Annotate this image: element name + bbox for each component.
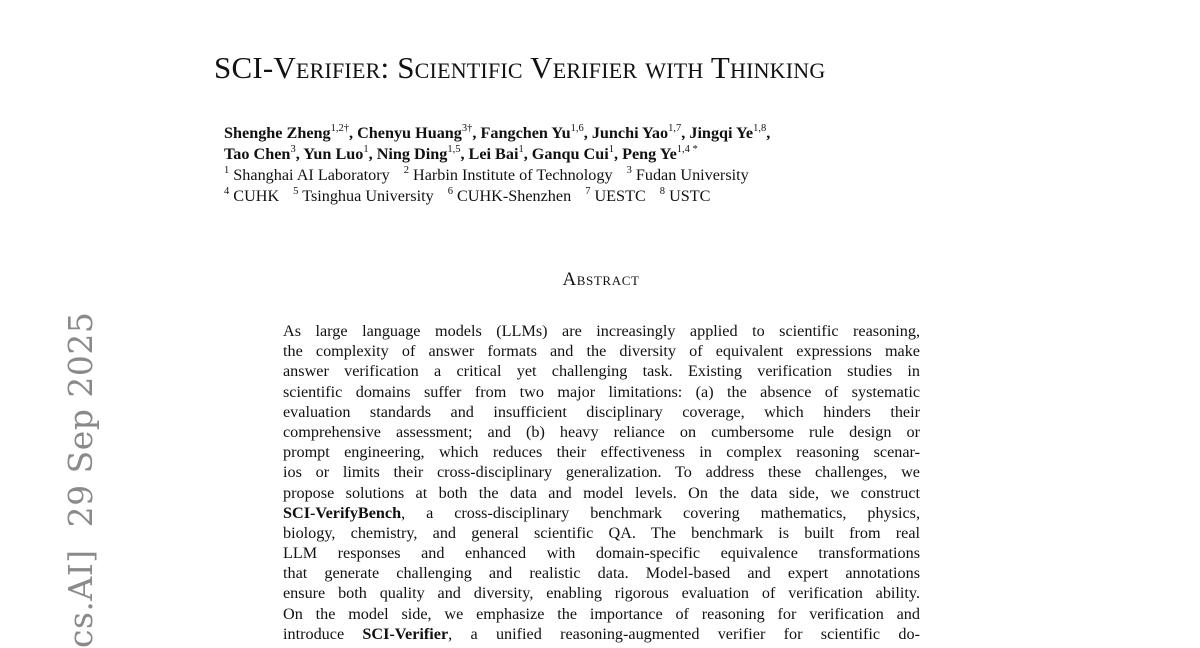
abstract-line bbox=[283, 503, 920, 523]
abstract-text: introduce bbox=[283, 624, 363, 643]
abstract-line: evaluation standards and insufficient disciplinary coverage, which hinders their bbox=[283, 402, 920, 421]
affiliations-line-1 bbox=[224, 165, 944, 186]
abstract-text: , a cross-disciplinary benchmark covering mathematics, physics, bbox=[401, 503, 920, 522]
separator: , bbox=[460, 145, 469, 163]
abstract-line: comprehensive assessment; and (b) heavy reliance on cumbersome rule design or bbox=[283, 422, 920, 441]
affiliation bbox=[660, 187, 711, 205]
author-affiliation-mark: 1 bbox=[363, 143, 369, 155]
affiliation-name: Shanghai AI Laboratory bbox=[233, 166, 390, 184]
arxiv-date: 29 Sep 2025 bbox=[61, 311, 100, 528]
separator: , bbox=[681, 124, 690, 142]
author-affiliation-mark: 1,6 bbox=[570, 122, 584, 134]
author-name: Fangchen Yu bbox=[480, 124, 571, 142]
authors-line-1 bbox=[224, 123, 944, 144]
author-name: Shenghe Zheng bbox=[224, 124, 331, 142]
abstract-line: the complexity of answer formats and the diversity of equivalent expressions make bbox=[283, 342, 920, 361]
author-name: Chenyu Huang bbox=[357, 124, 462, 142]
affiliation bbox=[293, 187, 434, 205]
separator: , bbox=[583, 124, 592, 142]
abstract-line: biology, chemistry, and general scientific QA. The benchmark is built from real bbox=[283, 523, 920, 542]
abstract-line: ensure both quality and diversity, enabling rigorous evaluation of verification ability. bbox=[283, 584, 920, 603]
abstract-line: As large language models (LLMs) are increasingly applied to scientific reasoning, bbox=[283, 322, 920, 340]
affiliation-number: 6 bbox=[447, 185, 453, 197]
author-name: Peng Ye bbox=[622, 145, 677, 163]
author-name: Lei Bai bbox=[468, 145, 519, 163]
affiliation bbox=[224, 187, 279, 205]
authors-line-2 bbox=[224, 144, 944, 165]
separator: , bbox=[766, 124, 771, 142]
affiliation-name: CUHK-Shenzhen bbox=[456, 187, 572, 205]
paper-title: SCI-Verifier: Scientific Verifier with Thinking bbox=[214, 50, 826, 85]
arxiv-side-stamp bbox=[61, 311, 100, 648]
abstract-line: ios or limits their cross-disciplinary generalization. To address these challenges, we bbox=[283, 463, 920, 482]
author-affiliation-mark: 3† bbox=[461, 122, 473, 134]
abstract-text: , a unified reasoning-augmented verifier for scientific do- bbox=[448, 624, 920, 643]
abstract-body bbox=[283, 321, 920, 644]
affiliation-name: USTC bbox=[669, 187, 711, 205]
author-affiliation-mark: 1 bbox=[518, 143, 524, 155]
affiliation bbox=[448, 187, 572, 205]
affiliation bbox=[585, 187, 646, 205]
author-name: Jingqi Ye bbox=[689, 124, 754, 142]
author-affiliation-mark: 1,5 bbox=[447, 143, 461, 155]
author-block bbox=[224, 123, 944, 207]
affiliation-number: 2 bbox=[403, 164, 409, 176]
affiliation-name: Fudan University bbox=[635, 166, 749, 184]
abstract-line: propose solutions at both the data and model levels. On the data side, we construct bbox=[283, 483, 920, 502]
affiliation bbox=[404, 166, 613, 184]
model-name: SCI-Verifier bbox=[362, 624, 449, 643]
affiliations-line-2 bbox=[224, 186, 944, 207]
abstract-line: scientific domains suffer from two major limitations: (a) the absence of systematic bbox=[283, 382, 920, 401]
author-affiliation-mark: 1,8 bbox=[753, 122, 767, 134]
author-name: Junchi Yao bbox=[591, 124, 669, 142]
separator: , bbox=[295, 145, 304, 163]
benchmark-name: SCI-VerifyBench bbox=[283, 503, 402, 522]
affiliation-number: 7 bbox=[585, 185, 591, 197]
separator: , bbox=[613, 145, 623, 163]
separator: , bbox=[472, 124, 481, 142]
abstract-line: prompt engineering, which reduces their effectiveness in complex reasoning scenar- bbox=[283, 443, 920, 462]
author-affiliation-mark: 3 bbox=[290, 143, 296, 155]
author-name: Tao Chen bbox=[224, 145, 291, 163]
author-affiliation-mark: 1,4 * bbox=[676, 143, 698, 155]
author-affiliation-mark: 1,2† bbox=[330, 122, 349, 134]
affiliation bbox=[627, 166, 749, 184]
abstract-line: LLM responses and enhanced with domain-specific equivalence transformations bbox=[283, 544, 920, 563]
author-affiliation-mark: 1 bbox=[608, 143, 614, 155]
author-name: Ning Ding bbox=[376, 145, 448, 163]
author-name: Ganqu Cui bbox=[531, 145, 609, 163]
affiliation-name: UESTC bbox=[594, 187, 646, 205]
abstract-heading: Abstract bbox=[562, 269, 640, 290]
affiliation bbox=[224, 166, 390, 184]
arxiv-category: cs.AI] bbox=[61, 549, 100, 648]
abstract-line-partial bbox=[283, 624, 920, 644]
abstract-line: On the model side, we emphasize the importance of reasoning for verification and bbox=[283, 604, 920, 623]
affiliation-name: CUHK bbox=[233, 187, 280, 205]
separator: , bbox=[348, 124, 358, 142]
affiliation-number: 1 bbox=[224, 164, 230, 176]
affiliation-name: Harbin Institute of Technology bbox=[413, 166, 613, 184]
author-affiliation-mark: 1,7 bbox=[668, 122, 682, 134]
separator: , bbox=[368, 145, 377, 163]
abstract-line: that generate challenging and realistic data. Model-based and expert annotations bbox=[283, 564, 920, 583]
affiliation-number: 5 bbox=[293, 185, 299, 197]
affiliation-name: Tsinghua University bbox=[302, 187, 434, 205]
abstract-line: answer verification a critical yet challenging task. Existing verification studies in bbox=[283, 362, 920, 381]
affiliation-number: 8 bbox=[659, 185, 666, 197]
author-name: Yun Luo bbox=[303, 145, 364, 163]
separator: , bbox=[523, 145, 532, 163]
affiliation-number: 4 bbox=[224, 185, 230, 197]
affiliation-number: 3 bbox=[626, 164, 632, 176]
